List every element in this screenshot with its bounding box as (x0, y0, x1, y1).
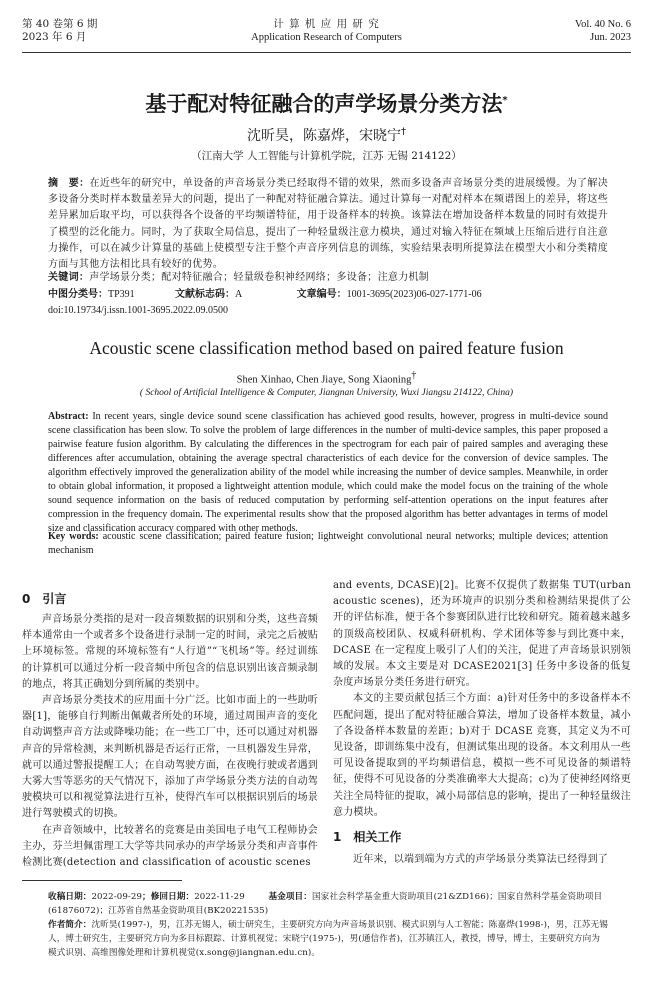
title-footnote-mark: * (502, 95, 508, 106)
intro-paragraph-3: 在声音领域中，比较著名的竞赛是由美国电子电气工程师协会主办，芬兰坦佩雷理工大学等共同承办的声学场景分类和声音事件检测比赛(detection and classification of acoustic scenes (22, 824, 318, 869)
keywords-en-label: Key words: (48, 531, 99, 542)
doi: doi:10.19734/j.issn.1001-3695.2022.09.0500 (48, 305, 229, 316)
related-work-first-line (333, 852, 631, 868)
body-right-column (333, 578, 631, 821)
journal-name-cn: 计 算 机 应 用 研 究 (273, 18, 380, 30)
article-number-value: 1001-3695(2023)06-027-1771-06 (346, 289, 482, 300)
keywords-cn-label: 关键词： (48, 272, 90, 283)
paper-title-en: Acoustic scene classification method based on paired feature fusion (89, 338, 564, 358)
abstract-en-text: In recent years, single device sound scene classification has achieved good results, however, progress in multi-device sound scene classification has been slow. To solve the problem of large differences in the number of multi-device samples, this paper proposed a pairwise feature fusion algorithm. By calculating the differences in the spectrogram for each pair of paired samples and averaging these differences after accumulation, obtaining the average spectral characteristics of each device for the conversion of device samples. The algorithm effectively improved the generalization ability of the model while increasing the number of device samples. Meanwhile, in order to obtain global information, it proposed a lightweight attention module, which could make the model focus on the training of the whole sound sequence information on the basis of reduced computation by performing self-attention operations on the input features after compression in the frequency domain. The experimental results show that the proposed algorithm has better advantages in terms of model size and classification accuracy compared with other methods. (48, 411, 609, 534)
right-paragraph-1: and events, DCASE)[2]。比赛不仅提供了数据集 TUT(urban acoustic scenes)，还为环境声的识别分类和检测结果提供了公开的评估标准，便于各个参赛团队进行比较和研究。随着越来越多的顶级高校团队、权威科研机构、学术团体等参与到比赛中来，DCASE 在一定程度上吸引了人们的关注，促进了声音场景识别领域的发展。本文主要是对 DCASE2021[3] 任务中多设备的低复杂度声场景分类任务进行研究。 (333, 580, 631, 689)
affiliation-en: ( School of Artificial Intelligence & Computer, Jiangnan University, Wuxi Jiangsu 214122, China) (139, 388, 514, 398)
affiliation-cn: （江南大学 人工智能与计算机学院，江苏 无锡 214122） (191, 150, 462, 162)
corresponding-mark-en: † (411, 370, 417, 381)
clc-label: 中图分类号： (48, 289, 108, 300)
classification-line (48, 287, 608, 303)
abstract-cn (48, 176, 608, 273)
journal-name-en: Application Research of Computers (251, 32, 402, 43)
fund-text: 国家社会科学基金重大资助项目(21&ZD166)；国家自然科学基金资助项目(61876072)；江苏省自然基金资助项目(BK20221535) (48, 892, 603, 916)
received-label: 收稿日期： (48, 892, 92, 902)
authors-cn (0, 125, 653, 145)
article-number-label: 文章编号： (296, 289, 347, 300)
paper-title-cn (0, 88, 653, 118)
header-volume-en: Vol. 40 No. 6 (574, 19, 631, 30)
revised-date: 2022-11-29 (194, 892, 245, 902)
journal-volume-en (575, 18, 631, 44)
header-volume: 第 40 卷第 6 期 (22, 18, 98, 30)
header-rule (22, 52, 631, 53)
title-cn-text: 基于配对特征融合的声学场景分类方法 (145, 92, 503, 116)
doc-code-label: 文献标志码： (175, 289, 236, 300)
fund-label: 基金项目： (268, 892, 312, 902)
abstract-cn-text: 在近些年的研究中，单设备的声音场景分类已经取得不错的效果，然而多设备声音场景分类的进展缓慢。为了解决多设备分类时样本数量差异大的问题，提出了一种配对特征融合算法。通过计算每一对配对样本在频谱图上的差异，将这些差异累加后取平均，可以获得各个设备的平均频谱特征，用于设备样本的转换。该算法在增加设备样本数量的同时有效提升了模型的泛化能力。同时，为了获取全局信息，提出了一种轻量级注意力模块，通过对输入特征在频域上压缩后进行自注意力操作，可以在减少计算量的基础上使模型专注于整个声音序列信息的训练，实验结果表明所提算法在模型大小和分类精度方面与其他方法相比具有较好的优势。 (48, 178, 609, 271)
keywords-en (48, 530, 608, 558)
bio-text: 沈昕昊(1997-)，男，江苏无锡人，硕士研究生，主要研究方向为声音场景识别、模式识别与人工智能；陈嘉烨(1998-)，男，江苏无锡人，博士研究生，主要研究方向为多目标跟踪、计算机视觉；宋晓宁(1975-)，男(通信作者)，江苏镇江人，教授，博导，博士，主要研究方向为模式识别、高维图像处理和计算机视觉(x.song@jiangnan.edu.cn)。 (48, 920, 608, 958)
intro-paragraph-2: 声音场景分类技术的应用面十分广泛。比如市面上的一些助听器[1]，能够自行判断出佩戴者所处的环境，通过周围声音的变化自动调整声音方法或降噪功能；在一些工厂中，还可以通过对机器声音的异常检测，来判断机器是否运行正常，一旦机器发生异常，就可以通过警报提醒工人；在自动驾驶方面，在夜晚行驶或者遇到大雾大雪等恶劣的天气情况下，添加了声学场景分类方法的自动驾驶模块可以和视觉算法进行互补，使得汽车可以根据识别后的场景进行驾驶模式的切换。 (22, 695, 318, 820)
corresponding-mark: † (401, 126, 406, 138)
revised-label: ；修回日期： (142, 892, 195, 902)
section-heading-intro: 0 引言 (22, 592, 67, 606)
authors-en (0, 370, 653, 386)
footnote (48, 890, 608, 960)
authors-cn-text: 沈昕昊，陈嘉烨，宋晓宁 (247, 128, 401, 144)
related-work-paragraph: 近年来，以端到端为方式的声学场景分类算法已经得到了 (353, 854, 608, 865)
authors-en-text: Shen Xinhao, Chen Jiaye, Song Xiaoning (236, 374, 412, 386)
section-heading-related-work: 1 相关工作 (333, 830, 402, 844)
footnote-rule (22, 880, 182, 881)
keywords-cn (48, 270, 608, 286)
right-paragraph-2: 本文的主要贡献包括三个方面：a)针对任务中的多设备样本不匹配问题，提出了配对特征融合算法，增加了设备样本数量，减小了各设备样本数量的差距；b)对于 DCASE 竞赛，其定义为不可见设备，即训练集中没有，但测试集出现的设备。本文利用从一些可见设备提取到的平均频谱信息，模拟一些不可见设备的频谱特征，使得不可见设备的分类准确率大大提高；c)为了使神经网络更关注全局特征的提取，减小局部信息的影响，提出了一种轻量级注意力模块。 (333, 693, 631, 818)
keywords-cn-text: 声学场景分类；配对特征融合；轻量级卷积神经网络；多设备；注意力机制 (89, 272, 430, 283)
abstract-cn-label: 摘 要： (48, 178, 90, 189)
intro-paragraph-1: 声音场景分类指的是对一段音频数据的识别和分类，这些音频样本通常由一个或者多个设备进行录制一定的时间，录完之后被贴上环境标签。常规的环境标签有“人行道”“飞机场”等。经过训练的计算机可以通过分析一段音频中所包含的信息识别出该音频录制的地点，将其正确划分到所属的类别中。 (22, 614, 318, 690)
header-date: 2023 年 6 月 (22, 31, 87, 43)
abstract-en-label: Abstract: (48, 411, 89, 422)
clc-value: TP391 (108, 289, 135, 300)
keywords-en-text: acoustic scene classification; paired feature fusion; lightweight convolutional neural networks; multiple devices; attention mechanism (48, 531, 609, 556)
abstract-en (48, 410, 608, 536)
doc-code-value: A (235, 289, 243, 300)
body-left-column (22, 612, 318, 871)
journal-name (0, 18, 653, 44)
received-date: 2022-09-29 (91, 892, 143, 902)
header-date-en: Jun. 2023 (590, 32, 631, 43)
bio-label: 作者简介： (48, 920, 92, 930)
